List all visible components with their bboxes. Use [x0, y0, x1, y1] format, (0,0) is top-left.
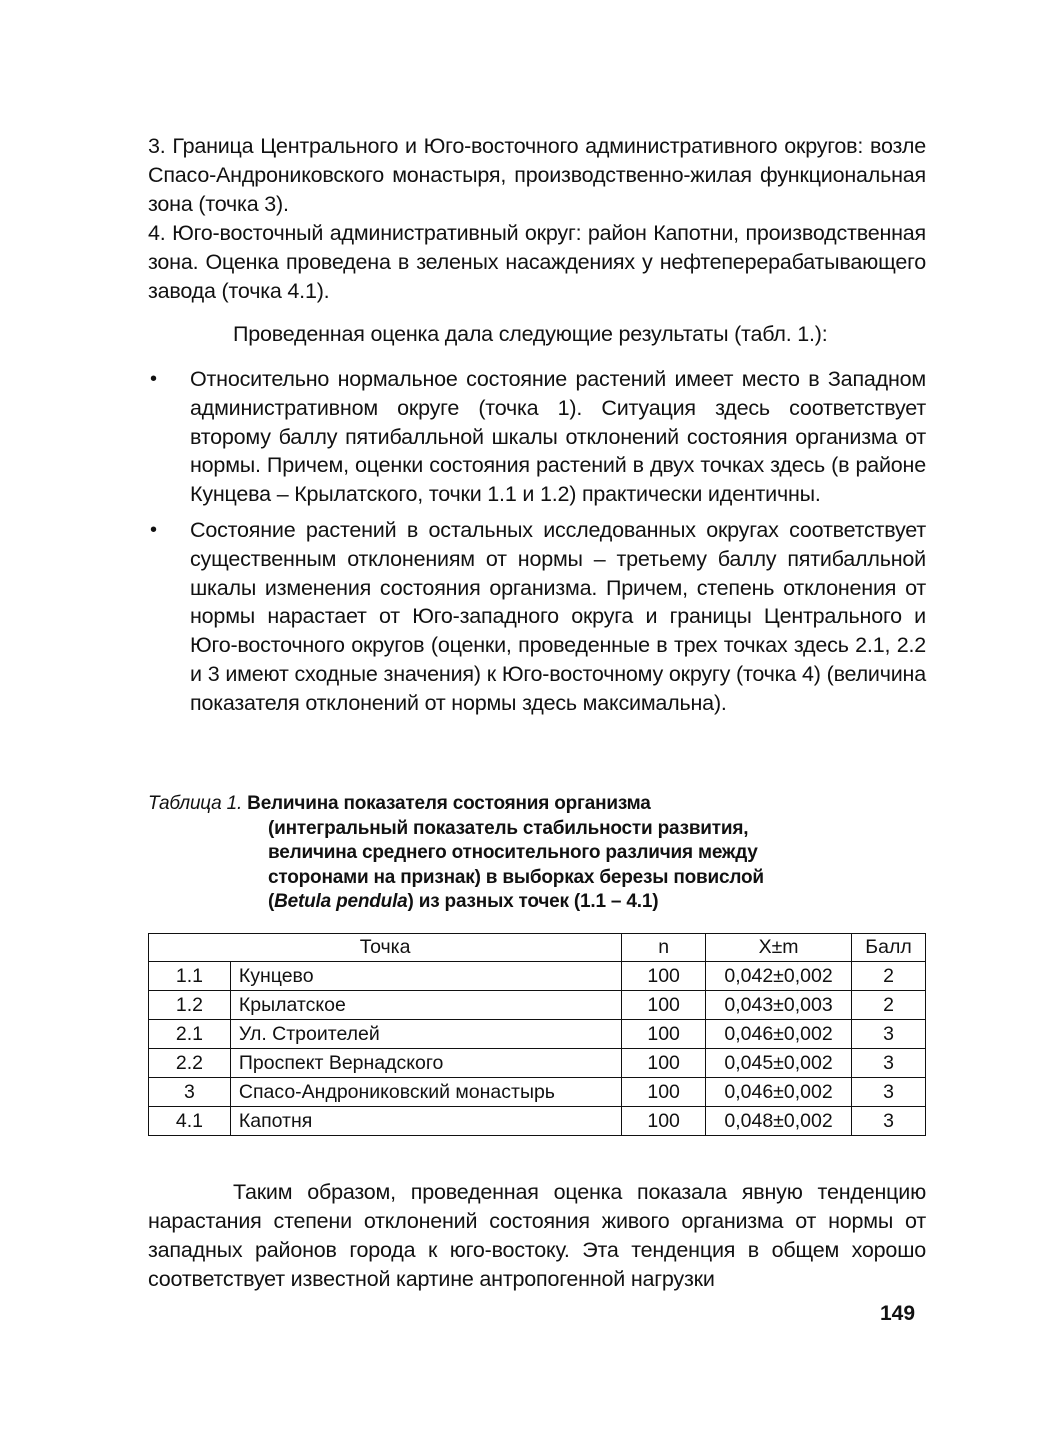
header-n: n [622, 934, 706, 962]
bullet-text: Относительно нормальное состояние растений имеет место в Западном административном округе (точка 1). Ситуация здесь соответствует второму баллу пятибалльной шкалы отклонений состояния организма от нормы. Причем, оценки состояния растений в двух точках здесь (в районе Кунцева – Крылатского, точки 1.1 и 1.2) практически идентичны. [190, 367, 926, 507]
table-caption-line: величина среднего относительного различия между [268, 842, 758, 863]
table-caption-label: Таблица 1. [148, 793, 243, 814]
cell-point-id: 2.1 [149, 1020, 231, 1049]
paragraph-southeast-district: 4. Юго-восточный административный округ: район Капотни, производственная зона. Оценка проведена в зеленых насаждениях у нефтеперерабатывающего завода (точка 4.1). [148, 221, 926, 303]
table-caption-line: сторонами на признак) в выборках березы повислой [268, 866, 764, 888]
bullet-marker: • [150, 518, 157, 541]
cell-score: 2 [852, 962, 926, 991]
caption-paren: ( [268, 891, 275, 912]
cell-xm: 0,046±0,002 [706, 1020, 852, 1049]
results-bullet-list [148, 365, 926, 725]
caption-rest: ) из разных точек (1.1 – 4.1) [407, 891, 659, 912]
cell-score: 3 [852, 1107, 926, 1136]
cell-xm: 0,042±0,002 [706, 962, 852, 991]
cell-point-name: Крылатское [230, 991, 621, 1020]
paragraph-boundary-central-southeast: 3. Граница Центрального и Юго-восточного административного округов: возле Спасо-Андрониковского монастыря, производственно-жилая функциональная зона (точка 3). [148, 134, 926, 216]
page-number: 149 [880, 1302, 916, 1325]
cell-point-name: Ул. Строителей [230, 1020, 621, 1049]
bullet-item [148, 516, 926, 718]
cell-score: 3 [852, 1049, 926, 1078]
table-row [149, 1049, 926, 1078]
paragraph-results-intro: Проведенная оценка дала следующие результаты (табл. 1.): [233, 322, 828, 346]
header-xm: X±m [706, 934, 852, 962]
cell-n: 100 [622, 1020, 706, 1049]
cell-point-id: 4.1 [149, 1107, 231, 1136]
species-name: Betula pendula [274, 891, 408, 912]
table-caption [148, 792, 928, 915]
table-row [149, 1078, 926, 1107]
header-score: Балл [852, 934, 926, 962]
cell-xm: 0,045±0,002 [706, 1049, 852, 1078]
table-row [149, 1020, 926, 1049]
cell-xm: 0,048±0,002 [706, 1107, 852, 1136]
cell-point-name: Капотня [230, 1107, 621, 1136]
table-row [149, 991, 926, 1020]
bullet-marker: • [150, 368, 157, 390]
table-row [149, 1107, 926, 1136]
cell-score: 3 [852, 1020, 926, 1049]
cell-point-name: Кунцево [230, 962, 621, 991]
cell-point-id: 1.2 [149, 991, 231, 1020]
cell-xm: 0,043±0,003 [706, 991, 852, 1020]
table-row [149, 962, 926, 991]
header-point: Точка [149, 934, 622, 962]
table-caption-line [148, 890, 928, 915]
cell-point-id: 3 [149, 1078, 231, 1107]
cell-n: 100 [622, 991, 706, 1020]
cell-point-name: Проспект Вернадского [230, 1049, 621, 1078]
bullet-text: Состояние растений в остальных исследованных округах соответствует существенным отклонениям от нормы – третьему баллу пятибалльной шкалы изменения состояния организма. Причем, степень отклонения от нормы нарастает от Юго-западного округа и границы Центрального и Юго-восточного округов (оценки, проведенные в трех точках здесь 2.1, 2.2 и 3 имеют сходные значения) к Юго-восточному округу (точка 4) (величина показателя отклонений от нормы здесь максимальна). [190, 517, 926, 715]
table-caption-line: (интегральный показатель стабильности развития, [268, 817, 749, 839]
table-header-row [149, 934, 926, 962]
cell-n: 100 [622, 1078, 706, 1107]
cell-point-id: 1.1 [149, 962, 231, 991]
cell-point-name: Спасо-Андрониковский монастырь [230, 1078, 621, 1107]
cell-score: 2 [852, 991, 926, 1020]
cell-n: 100 [622, 1107, 706, 1136]
results-table [148, 933, 926, 1136]
table-caption-line: Величина показателя состояния организма [247, 793, 651, 814]
cell-n: 100 [622, 962, 706, 991]
paragraph-conclusion: Таким образом, проведенная оценка показала явную тенденцию нарастания степени отклонений состояния живого организма от нормы от западных районов города к юго-востоку. Эта тенденция в общем хорошо соответствует известной картине антропогенной нагрузки [148, 1180, 926, 1291]
bullet-item [148, 365, 926, 509]
cell-point-id: 2.2 [149, 1049, 231, 1078]
cell-n: 100 [622, 1049, 706, 1078]
cell-score: 3 [852, 1078, 926, 1107]
cell-xm: 0,046±0,002 [706, 1078, 852, 1107]
